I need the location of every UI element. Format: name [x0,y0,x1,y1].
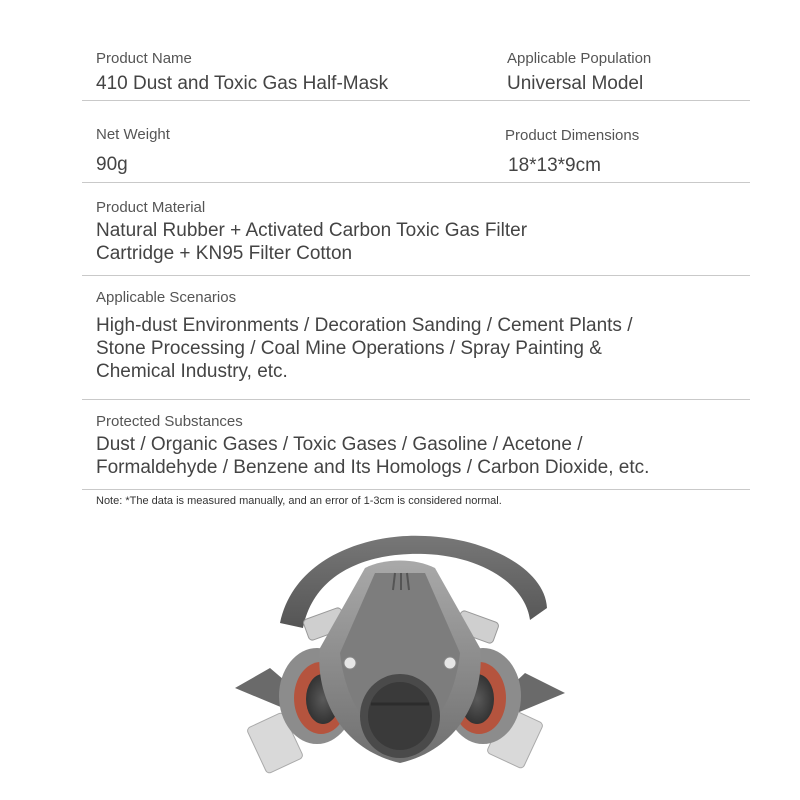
applicable-scenarios-value [96,314,633,383]
applicable-population-label: Applicable Population [507,50,652,67]
half-mask-respirator-image [225,528,575,793]
product-material-label: Product Material [96,199,206,216]
divider [82,182,750,183]
net-weight-value: 90g [96,154,128,175]
product-name-value: 410 Dust and Toxic Gas Half-Mask [96,73,389,94]
divider [82,489,750,490]
divider [82,399,750,400]
product-material-line: Cartridge + KN95 Filter Cotton [96,243,353,264]
measurement-note: Note: *The data is measured manually, and an error of 1-3cm is considered normal. [96,495,502,507]
product-name-label: Product Name [96,50,192,67]
protected-substances-line: Formaldehyde / Benzene and Its Homologs / Carbon Dioxide, etc. [96,457,650,478]
product-dimensions-label: Product Dimensions [505,127,640,144]
product-material-line: Natural Rubber + Activated Carbon Toxic Gas Filter [96,220,528,241]
applicable-scenarios-line: Stone Processing / Coal Mine Operations / Spray Painting & [96,338,602,359]
applicable-scenarios-line: Chemical Industry, etc. [96,361,288,382]
product-material-value [96,219,527,265]
applicable-scenarios-label: Applicable Scenarios [96,289,237,306]
protected-substances-value [96,433,649,479]
protected-substances-line: Dust / Organic Gases / Toxic Gases / Gasoline / Acetone / [96,434,583,455]
net-weight-label: Net Weight [96,126,170,143]
protected-substances-label: Protected Substances [96,413,243,430]
divider [82,100,750,101]
applicable-scenarios-line: High-dust Environments / Decoration Sanding / Cement Plants / [96,315,633,336]
product-dimensions-value: 18*13*9cm [508,155,601,176]
divider [82,275,750,276]
applicable-population-value: Universal Model [507,73,644,94]
